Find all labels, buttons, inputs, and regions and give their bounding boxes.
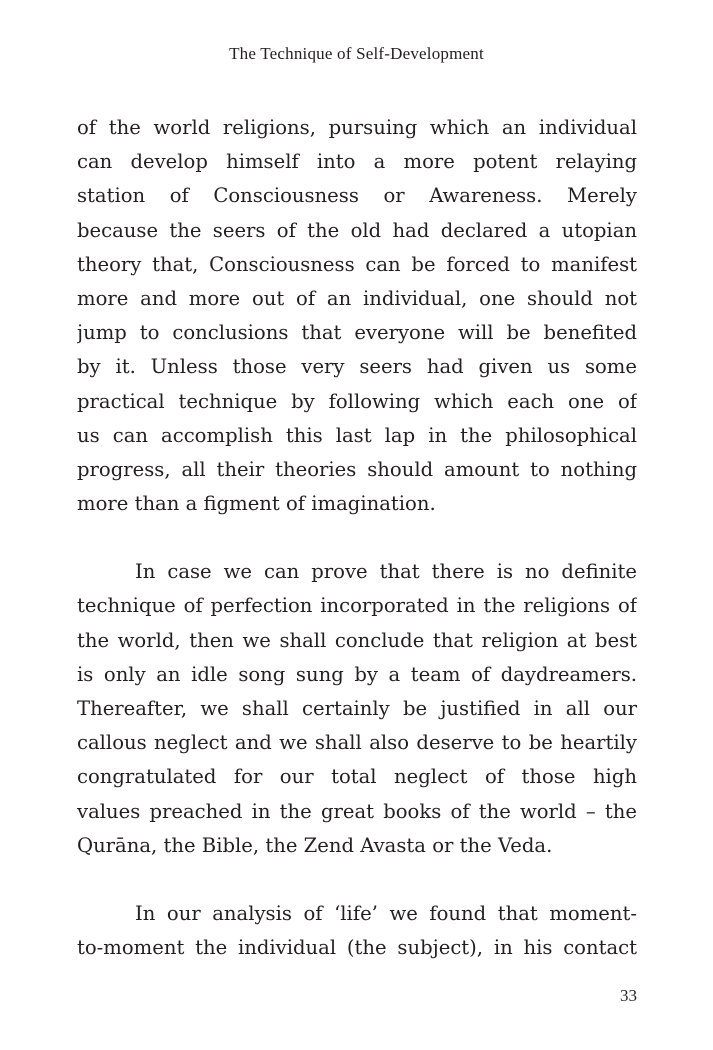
text-line: values preached in the great books of the world – the [77,799,637,823]
text-line: theory that, Consciousness can be forced to manifest [77,252,637,276]
text-line: station of Consciousness or Awareness. Merely [77,184,637,208]
paragraph-spacer [77,863,637,897]
text-line: In our analysis of ‘life’ we found that moment- [135,901,637,925]
body-text [77,111,637,965]
paragraph-2 [77,555,637,863]
text-line: Qurāna, the Bible, the Zend Avasta or the Veda. [77,833,553,857]
text-line: to-moment the individual (the subject), in his contact [77,936,637,960]
running-head: The Technique of Self-Development [229,44,484,63]
text-line: jump to conclusions that everyone will be benefited [77,321,637,345]
paragraph-1 [77,111,637,521]
text-line: by it. Unless those very seers had given us some [77,355,637,379]
text-line: more and more out of an individual, one should not [77,286,637,310]
text-line: because the seers of the old had declared a utopian [77,218,637,242]
text-line: congratulated for our total neglect of those high [77,765,637,789]
text-line: callous neglect and we shall also deserve to be heartily [77,731,637,755]
text-line: can develop himself into a more potent relaying [77,150,637,174]
text-line: progress, all their theories should amount to nothing [77,457,637,481]
text-line: practical technique by following which each one of [77,389,637,413]
paragraph-3 [77,897,637,965]
text-line: is only an idle song sung by a team of daydreamers. [77,662,637,686]
text-line: us can accomplish this last lap in the philosophical [77,423,637,447]
text-line: Thereafter, we shall certainly be justified in all our [77,697,637,720]
text-line: of the world religions, pursuing which an individual [77,116,637,139]
paragraph-spacer [77,521,637,555]
text-line: technique of perfection incorporated in the religions of [77,594,637,618]
page-number: 33 [620,986,637,1005]
text-line: In case we can prove that there is no definite [135,560,637,584]
text-line: more than a figment of imagination. [77,492,436,516]
text-line: the world, then we shall conclude that religion at best [77,628,637,652]
